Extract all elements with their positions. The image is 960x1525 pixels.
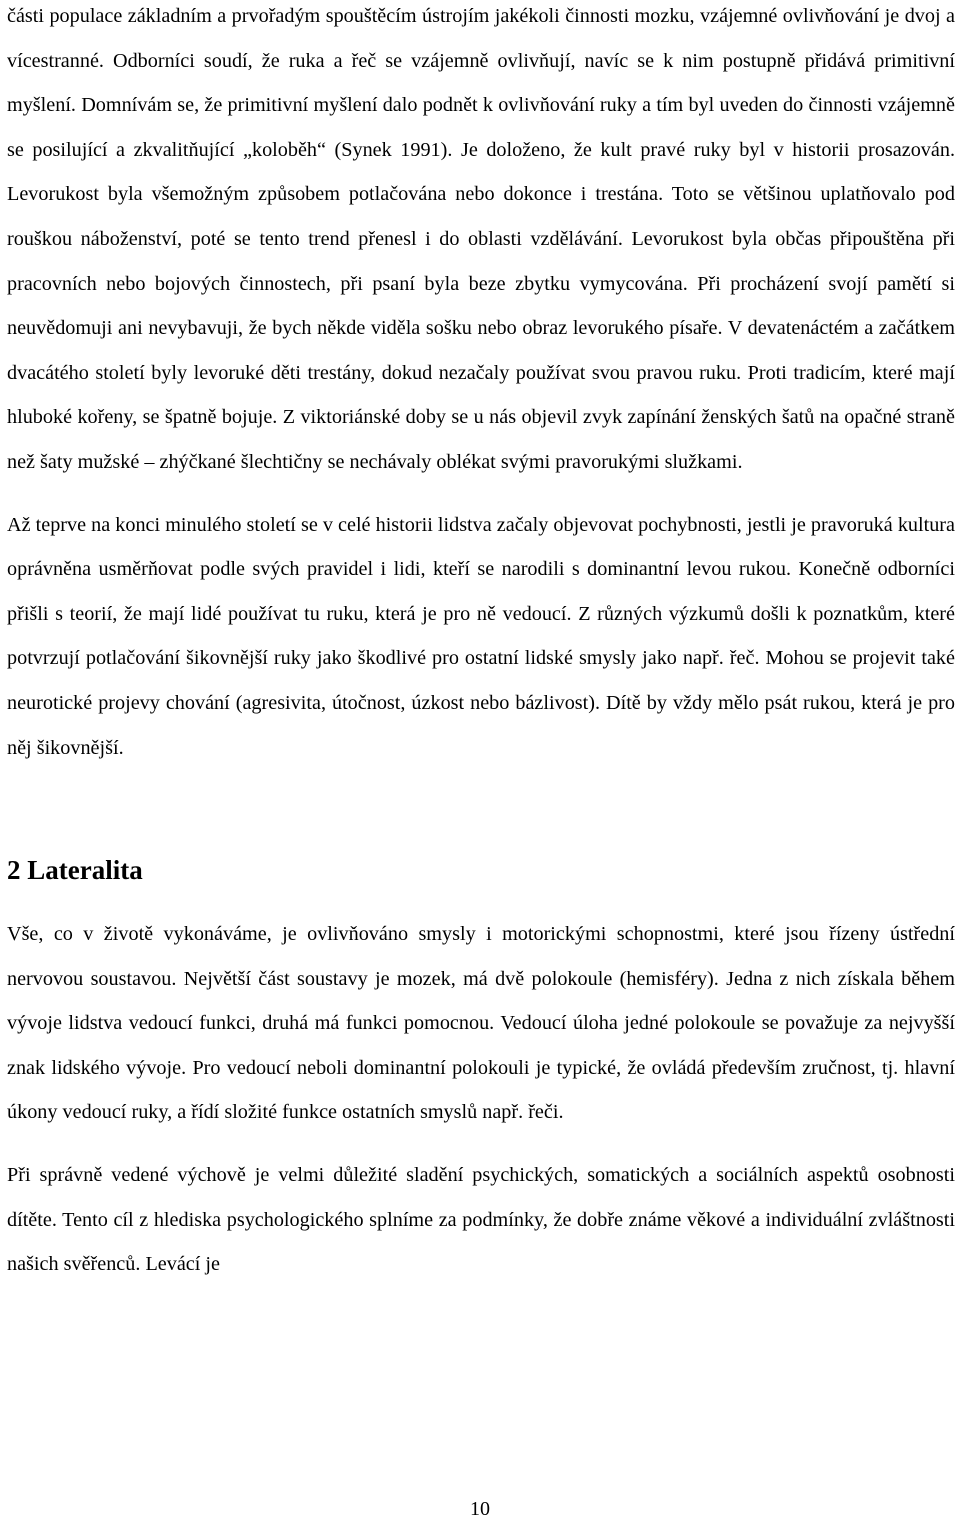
section-heading: 2 Lateralita: [7, 855, 143, 886]
section-paragraph: Při správně vedené výchově je velmi důležité sladění psychických, somatických a sociálních aspektů osobnosti dítěte. Tento cíl z hlediska psychologického splníme za podmínky, že dobře známe věkové a individuální zvláštnosti našich svěřenců. Levácí je: [7, 1164, 955, 1276]
body-paragraph: Až teprve na konci minulého století se v celé historii lidstva začaly objevovat pochybnosti, jestli je pravoruká kultura oprávněna usměrňovat podle svých pravidel i lidi, kteří se narodili s dominantní levou rukou. Konečně odborníci přišli s teorií, že mají lidé používat tu ruku, která je pro ně vedoucí. Z různých výzkumů došli k poznatkům, které potvrzují potlačování šikovnější ruky jako škodlivé pro ostatní lidské smysly jako např. řeč. Mohou se projevit také neurotické projevy chování (agresivita, útočnost, úzkost nebo bázlivost). Dítě by vždy mělo psát rukou, která je pro něj šikovnější.: [7, 513, 955, 759]
section-paragraph: Vše, co v životě vykonáváme, je ovlivňováno smysly i motorickými schopnostmi, které jsou řízeny ústřední nervovou soustavou. Největší část soustavy je mozek, má dvě polokoule (hemisféry). Jedna z nich získala během vývoje lidstva vedoucí funkci, druhá má funkci pomocnou. Vedoucí úloha jedné polokoule se považuje za nejvyšší znak lidského vývoje. Pro vedoucí neboli dominantní polokouli je typické, že ovládá především zručnost, tj. hlavní úkony vedoucí ruky, a řídí složité funkce ostatních smyslů např. řeči.: [7, 923, 955, 1124]
document-page: [7, 0, 955, 1287]
page-number: 10: [470, 1498, 490, 1520]
body-paragraph: části populace základním a prvořadým spouštěcím ústrojím jakékoli činnosti mozku, vzájemné ovlivňování je dvoj a vícestranné. Odborníci soudí, že ruka a řeč se vzájemně ovlivňují, navíc se k nim postupně přidává primitivní myšlení. Domnívám se, že primitivní myšlení dalo podnět k ovlivňování ruky a tím byl uveden do činnosti vzájemně se posilující a zkvalitňující „koloběh“ (Synek 1991). Je doloženo, že kult pravé ruky byl v historii prosazován. Levorukost byla všemožným způsobem potlačována nebo dokonce i trestána. Toto se většinou uplatňovalo pod rouškou náboženství, poté se tento trend přenesl i do oblasti vzdělávání. Levorukost byla občas připouštěna při pracovních nebo bojových činnostech, při psaní byla beze zbytku vymycována. Při procházení svojí pamětí si neuvědomuji ani nevybavuji, že bych někde viděla sošku nebo obraz levorukého písaře. V devatenáctém a začátkem dvacátého století byly levoruké děti trestány, dokud nezačaly používat svou pravou ruku. Proti tradicím, které mají hluboké kořeny, se špatně bojuje. Z viktoriánské doby se u nás objevil zvyk zapínání ženských šatů na opačné straně než šaty mužské – zhýčkané šlechtičny se nechávaly oblékat svými pravorukými služkami.: [7, 5, 955, 473]
